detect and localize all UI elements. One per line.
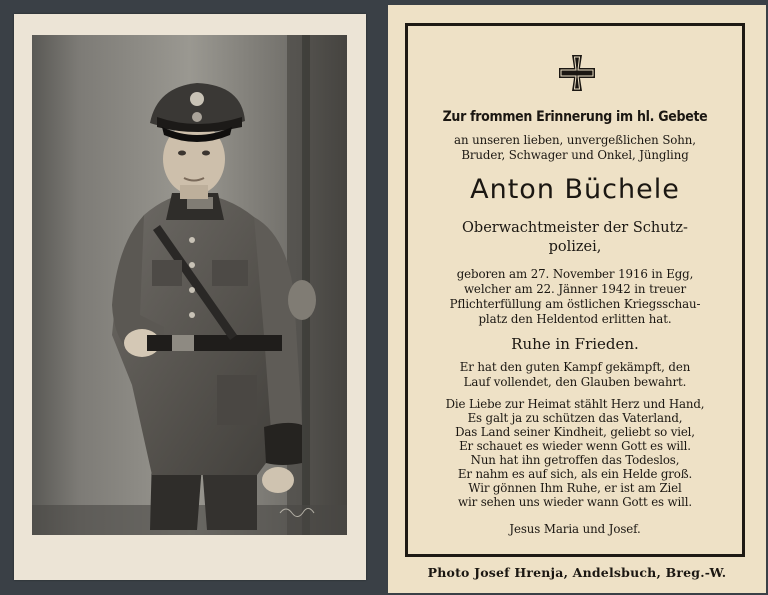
- memorial-heading: Zur frommen Erinnerung im hl. Gebete: [442, 109, 708, 125]
- poem-line: Die Liebe zur Heimat stählt Herz und Hand,: [445, 397, 705, 411]
- bio-line: welcher am 22. Jänner 1942 in treuer: [463, 282, 687, 296]
- portrait-photo: [32, 35, 347, 535]
- rank-line: polizei,: [548, 239, 602, 255]
- photographer-credit: Photo Josef Hrenja, Andelsbuch, Breg.-W.: [427, 565, 727, 580]
- intro-line: an unseren lieben, unvergeßlichen Sohn,: [454, 133, 696, 147]
- poem-line: Er schauet es wieder wenn Gott es will.: [459, 439, 691, 453]
- soldier-portrait-image: [32, 35, 347, 535]
- bio-line: Pflichterfüllung am östlichen Kriegsschau-: [449, 297, 701, 311]
- verse-line: Er hat den guten Kampf gekämpft, den: [459, 360, 691, 374]
- poem-line: wir sehen uns wieder wann Gott es will.: [458, 495, 692, 509]
- poem-line: Es galt ja zu schützen das Vaterland,: [467, 411, 683, 425]
- rest-in-peace: Ruhe in Frieden.: [511, 335, 639, 353]
- bio-line: platz den Heldentod erlitten hat.: [478, 312, 672, 326]
- bio-line: geboren am 27. November 1916 in Egg,: [456, 267, 694, 281]
- iron-cross-icon: [559, 55, 595, 91]
- rank-line: Oberwachtmeister der Schutz-: [462, 220, 688, 236]
- poem-line: Er nahm es auf sich, als ein Helde groß.: [457, 467, 693, 481]
- poem-line: Wir gönnen Ihm Ruhe, er ist am Ziel: [468, 481, 682, 495]
- verse-line: Lauf vollendet, den Glauben bewahrt.: [463, 375, 687, 389]
- poem-line: Nun hat ihn getroffen das Todeslos,: [470, 453, 680, 467]
- closing-line: Jesus Maria und Josef.: [509, 522, 641, 536]
- deceased-name: Anton Büchele: [470, 174, 680, 205]
- intro-line: Bruder, Schwager und Onkel, Jüngling: [461, 148, 689, 162]
- portrait-card: [14, 14, 366, 580]
- poem-line: Das Land seiner Kindheit, geliebt so viel,: [455, 425, 695, 439]
- memorial-card: [388, 5, 766, 593]
